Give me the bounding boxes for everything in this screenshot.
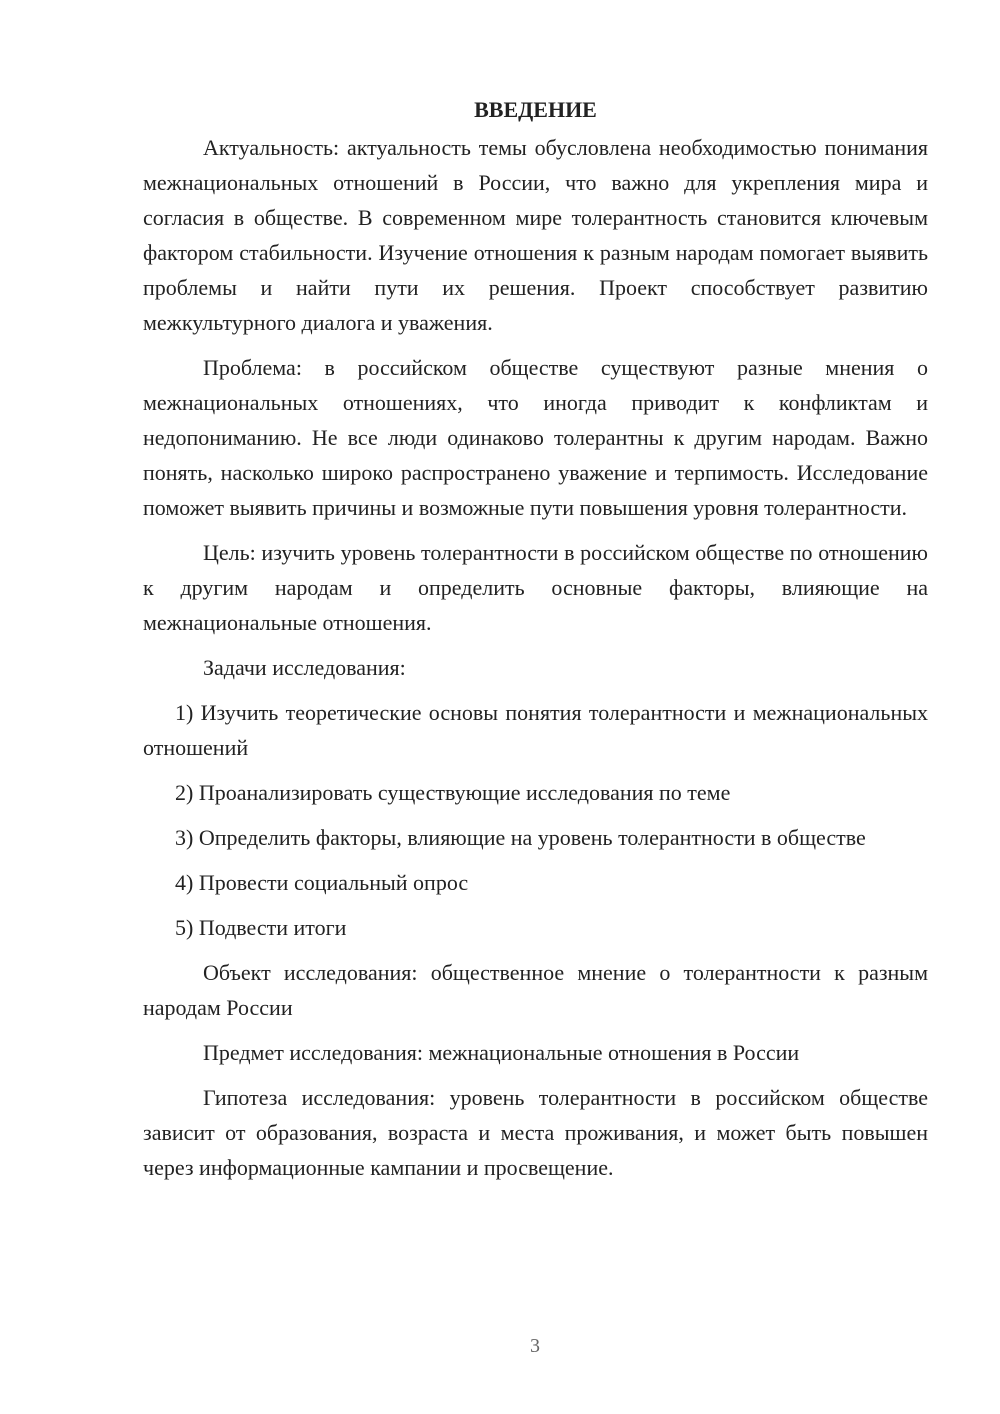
- paragraph-hypothesis: Гипотеза исследования: уровень толерантности в российском обществе зависит от образования, возраста и места проживания, и может быть повышен через информационные кампании и просвещение.: [143, 1085, 928, 1180]
- task-list-item: 2) Проанализировать существующие исследования по теме: [175, 780, 731, 805]
- task-list-item: 3) Определить факторы, влияющие на уровень толерантности в обществе: [175, 825, 866, 850]
- task-list-item: 4) Провести социальный опрос: [175, 870, 469, 895]
- document-page: [143, 92, 928, 1185]
- paragraph-relevance: Актуальность: актуальность темы обусловлена необходимостью понимания межнациональных отношений в России, что важно для укрепления мира и согласия в обществе. В современном мире толерантность становится ключевым фактором стабильности. Изучение отношения к разным народам помогает выявить проблемы и найти пути их решения. Проект способствует развитию межкультурного диалога и уважения.: [143, 135, 928, 335]
- page-number: 3: [530, 1335, 540, 1357]
- paragraph-goal: Цель: изучить уровень толерантности в российском обществе по отношению к другим народам и определить основные факторы, влияющие на межнациональные отношения.: [143, 540, 928, 635]
- paragraph-object: Объект исследования: общественное мнение о толерантности к разным народам России: [143, 960, 928, 1020]
- task-list-item: 1) Изучить теоретические основы понятия толерантности и межнациональных отношений: [143, 700, 928, 760]
- paragraph-subject: Предмет исследования: межнациональные отношения в России: [203, 1040, 800, 1065]
- task-list-item: 5) Подвести итоги: [175, 915, 347, 940]
- paragraph-problem: Проблема: в российском обществе существуют разные мнения о межнациональных отношениях, что иногда приводит к конфликтам и недопониманию. Не все люди одинаково толерантны к другим народам. Важно понять, насколько широко распространено уважение и терпимость. Исследование поможет выявить причины и возможные пути повышения уровня толерантности.: [143, 355, 928, 520]
- page-title: ВВЕДЕНИЕ: [474, 97, 597, 122]
- tasks-heading: Задачи исследования:: [203, 655, 406, 680]
